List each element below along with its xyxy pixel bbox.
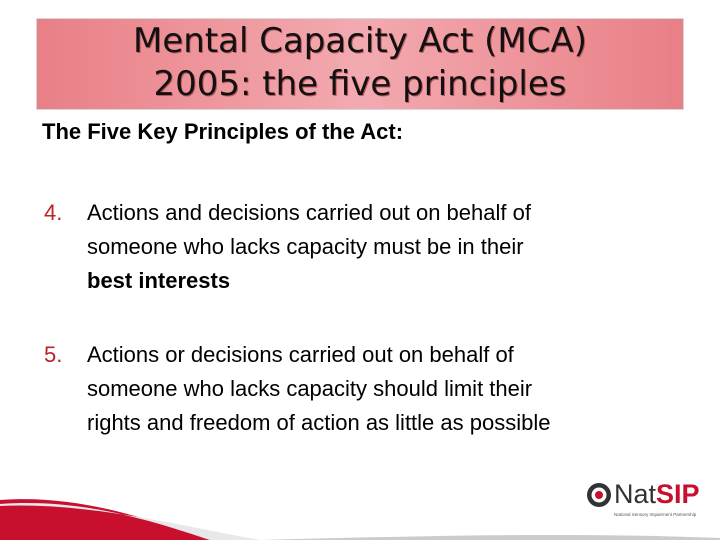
principle-line: rights and freedom of action as little as possible <box>87 410 551 435</box>
principle-line: someone who lacks capacity should limit their <box>87 376 533 401</box>
logo-tagline: National Sensory Impairment Partnership <box>614 512 697 517</box>
logo-sip: SIP <box>656 479 700 509</box>
principle-text <box>87 338 684 440</box>
principle-line: Actions and decisions carried out on behalf of <box>87 200 531 225</box>
slide-subtitle: The Five Key Principles of the Act: <box>42 119 404 144</box>
principle-number: 5. <box>44 342 63 367</box>
principle-item-4 <box>44 196 684 298</box>
principle-item-5 <box>44 338 684 440</box>
principle-emphasis: best interests <box>87 268 231 293</box>
slide-title-line-2: 2005: the five principles <box>153 64 567 104</box>
principle-line: Actions or decisions carried out on behalf of <box>87 342 514 367</box>
principle-line: someone who lacks capacity must be in their <box>87 234 524 259</box>
principle-text <box>87 196 684 298</box>
natsip-logo <box>586 478 712 526</box>
principle-number: 4. <box>44 200 63 225</box>
logo-wordmark <box>614 479 700 509</box>
slide-title-line-1: Mental Capacity Act (MCA) <box>133 21 587 61</box>
slide-title <box>36 20 684 106</box>
logo-mark-icon <box>586 482 612 508</box>
logo-nat: Nat <box>614 479 657 509</box>
